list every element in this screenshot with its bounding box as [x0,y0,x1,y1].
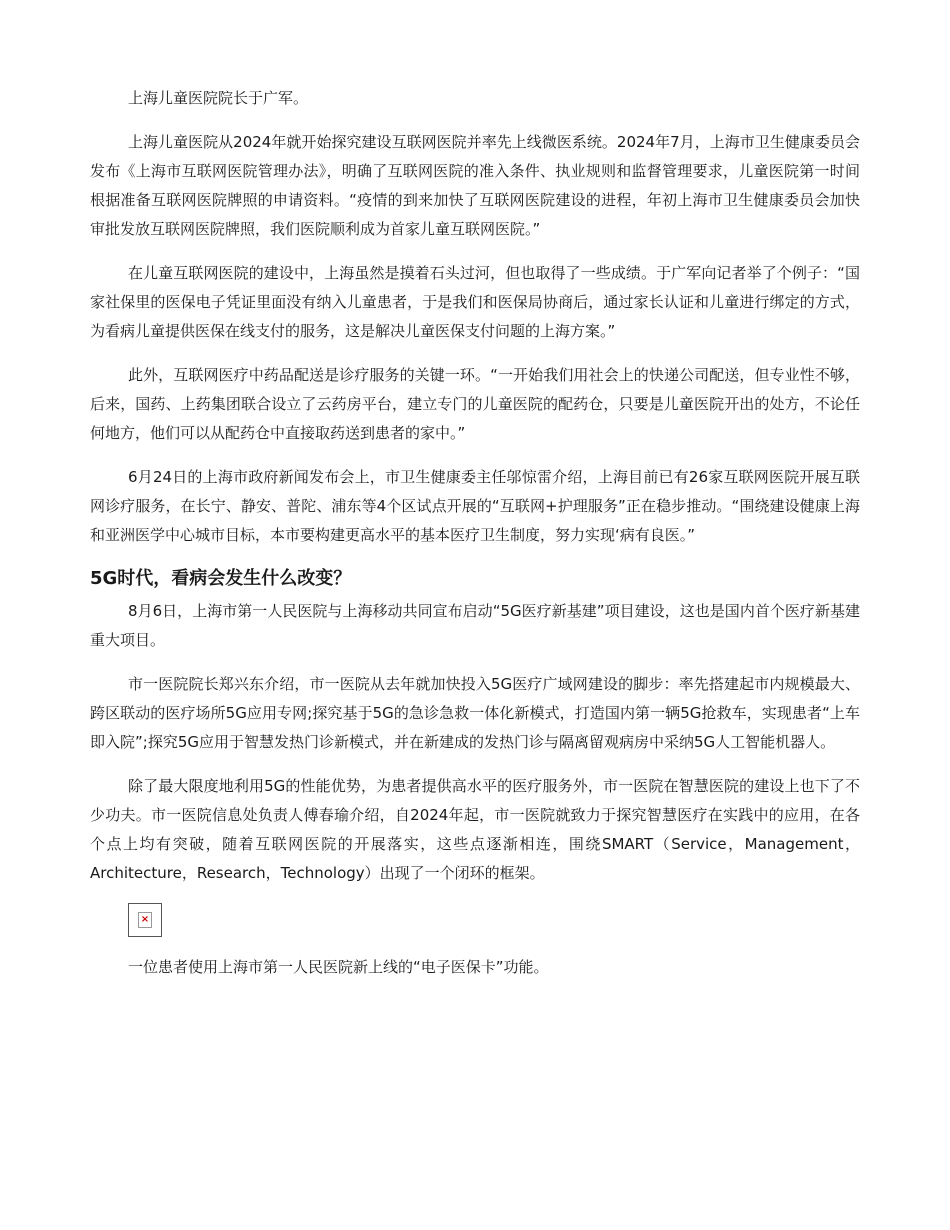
article-image-placeholder [128,903,162,937]
paragraph-2: 上海儿童医院从2024年就开始探究建设互联网医院并率先上线微医系统。2024年7月，上海市卫生健康委员会发布《上海市互联网医院管理办法》，明确了互联网医院的准入条件、执业规则和监督管理要求，儿童医院第一时间根据准备互联网医院牌照的申请资料。“疫情的到来加快了互联网医院建设的进程，年初上海市卫生健康委员会加快审批发放互联网医院牌照，我们医院顺利成为首家儿童互联网医院。” [90,133,860,238]
paragraph-4: 此外，互联网医疗中药品配送是诊疗服务的关键一环。“一开始我们用社会上的快递公司配送，但专业性不够，后来，国药、上药集团联合设立了云药房平台，建立专门的儿童医院的配药仓，只要是儿童医院开出的处方，不论任何地方，他们可以从配药仓中直接取药送到患者的家中。” [90,366,860,442]
image-caption: 一位患者使用上海市第一人民医院新上线的“电子医保卡”功能。 [128,958,549,976]
paragraph-1: 上海儿童医院院长于广军。 [128,89,309,107]
paragraph-5: 6月24日的上海市政府新闻发布会上，市卫生健康委主任邬惊雷介绍，上海目前已有26家互联网医院开展互联网诊疗服务，在长宁、静安、普陀、浦东等4个区试点开展的“互联网+护理服务”正在稳步推动。“围绕建设健康上海和亚洲医学中心城市目标，本市要构建更高水平的基本医疗卫生制度，努力实现‘病有良医。” [90,468,860,544]
paragraph-6: 8月6日，上海市第一人民医院与上海移动共同宣布启动“5G医疗新基建”项目建设，这也是国内首个医疗新基建重大项目。 [90,602,860,649]
section-heading: 5G时代，看病会发生什么改变？ [90,568,352,589]
paragraph-7: 市一医院院长郑兴东介绍，市一医院从去年就加快投入5G医疗广域网建设的脚步：率先搭建起市内规模最大、跨区联动的医疗场所5G应用专网;探究基于5G的急诊急救一体化新模式，打造国内第一辆5G抢救车，实现患者“上车即入院”;探究5G应用于智慧发热门诊新模式，并在新建成的发热门诊与隔离留观病房中采纳5G人工智能机器人。 [90,675,860,751]
broken-image-icon: × [138,912,152,928]
article-body [90,84,860,997]
paragraph-8: 除了最大限度地利用5G的性能优势，为患者提供高水平的医疗服务外，市一医院在智慧医院的建设上也下了不少功夫。市一医院信息处负责人傅春瑜介绍，自2024年起，市一医院就致力于探究智慧医疗在实践中的应用，在各个点上均有突破，随着互联网医院的开展落实，这些点逐渐相连，围绕SMART（Service，Management，Architecture，Research，Technology）出现了一个闭环的框架。 [90,777,860,882]
paragraph-3: 在儿童互联网医院的建设中，上海虽然是摸着石头过河，但也取得了一些成绩。于广军向记者举了个例子：“国家社保里的医保电子凭证里面没有纳入儿童患者，于是我们和医保局协商后，通过家长认证和儿童进行绑定的方式，为看病儿童提供医保在线支付的服务，这是解决儿童医保支付问题的上海方案。” [90,264,860,340]
